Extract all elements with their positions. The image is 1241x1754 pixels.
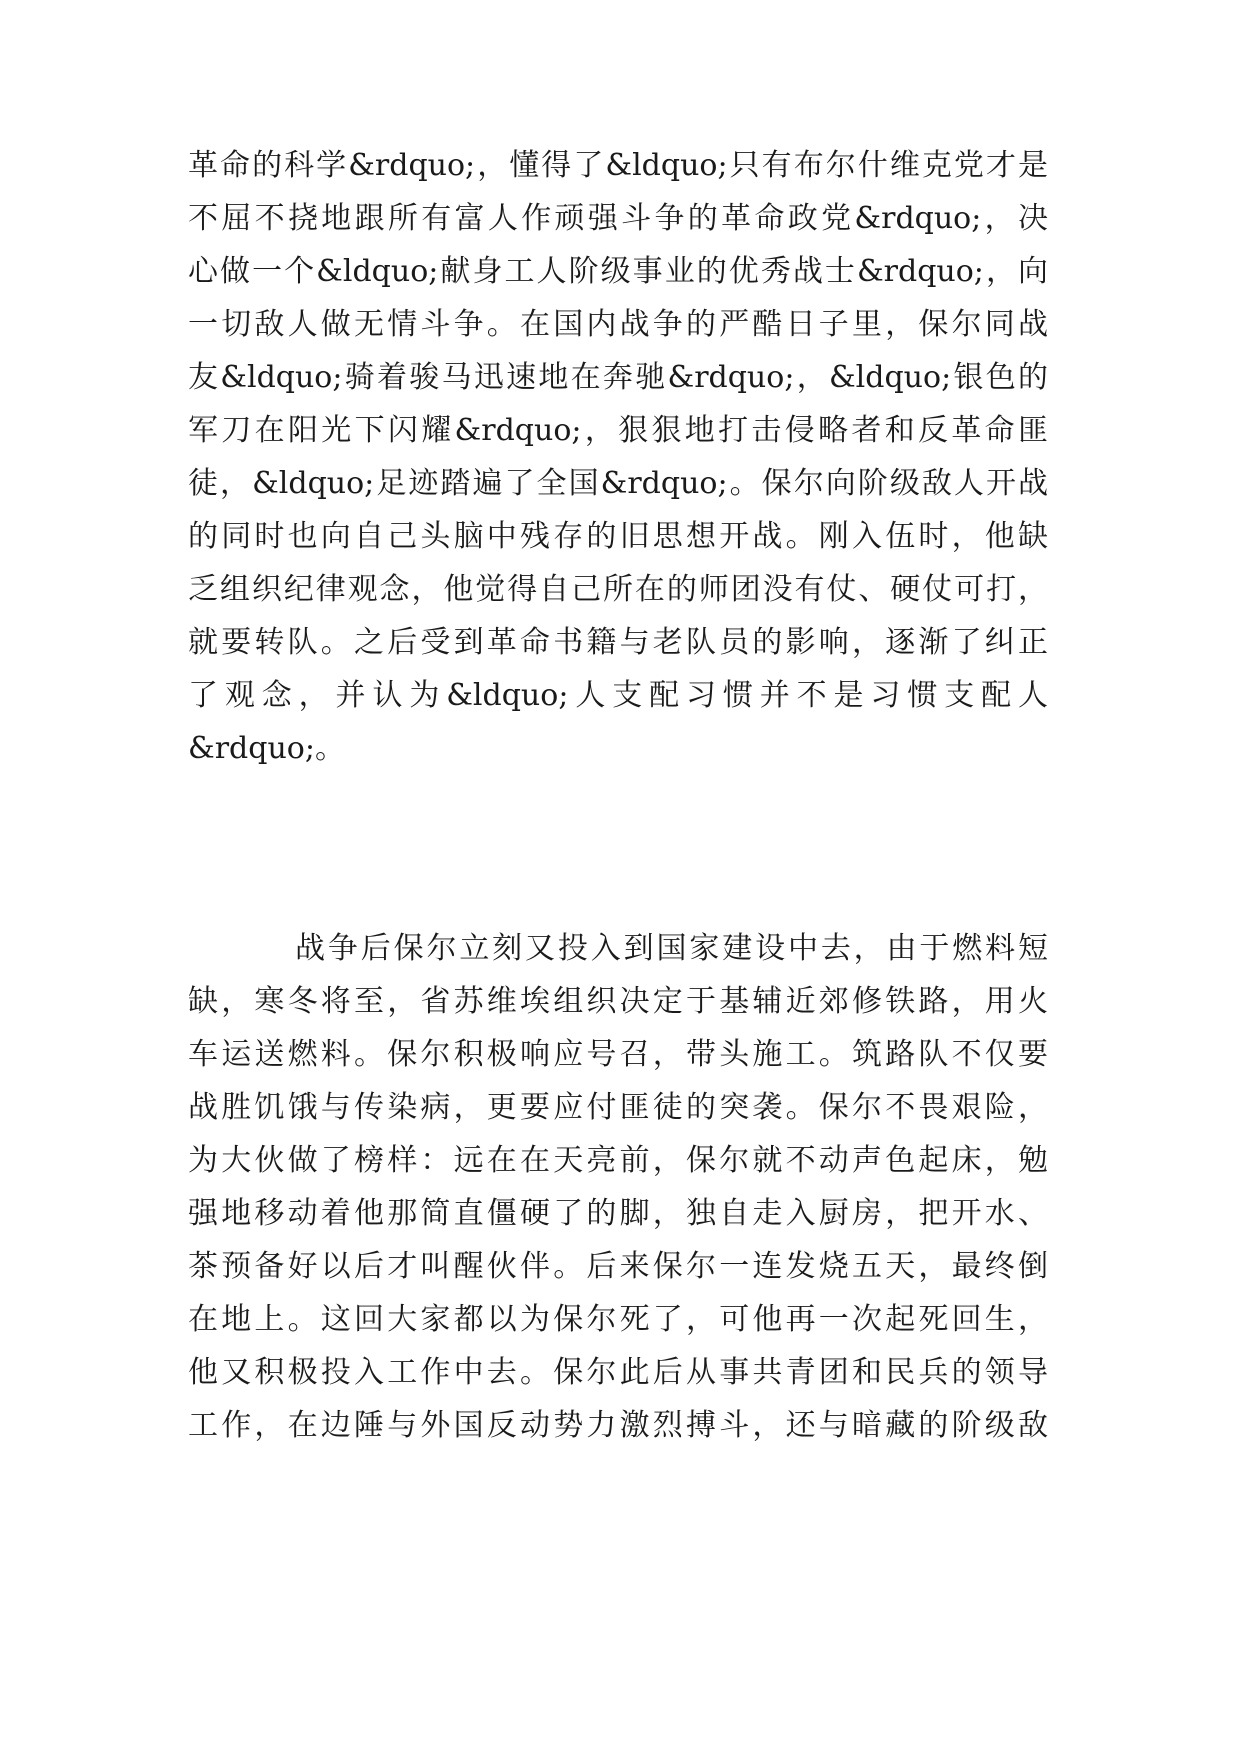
text-line: 缺，寒冬将至，省苏维埃组织决定于基辅近郊修铁路，用火 bbox=[188, 984, 1048, 1019]
text-line: 为大伙做了榜样：远在在天亮前，保尔就不动声色起床，勉 bbox=[188, 1143, 1048, 1178]
text-line: 战争后保尔立刻又投入到国家建设中去，由于燃料短 bbox=[295, 931, 1048, 966]
text-line: 强地移动着他那简直僵硬了的脚，独自走入厨房，把开水、 bbox=[188, 1196, 1048, 1231]
text-line: 的同时也向自己头脑中残存的旧思想开战。刚入伍时，他缺 bbox=[188, 519, 1048, 554]
text-line: 工作，在边陲与外国反动势力激烈搏斗，还与暗藏的阶级敌 bbox=[188, 1408, 1048, 1443]
text-line: 战胜饥饿与传染病，更要应付匪徒的突袭。保尔不畏艰险， bbox=[188, 1090, 1048, 1125]
text-line: 了观念，并认为&ldquo;人支配习惯并不是习惯支配人 bbox=[188, 678, 1048, 713]
text-line: 车运送燃料。保尔积极响应号召，带头施工。筑路队不仅要 bbox=[188, 1037, 1048, 1072]
text-line: 一切敌人做无情斗争。在国内战争的严酷日子里，保尔同战 bbox=[188, 307, 1048, 342]
text-line: 他又积极投入工作中去。保尔此后从事共青团和民兵的领导 bbox=[188, 1355, 1048, 1390]
text-line: 不屈不挠地跟所有富人作顽强斗争的革命政党&rdquo;，决 bbox=[188, 201, 1048, 236]
text-line: &rdquo;。 bbox=[188, 731, 345, 766]
text-line: 心做一个&ldquo;献身工人阶级事业的优秀战士&rdquo;，向 bbox=[188, 254, 1048, 289]
text-line: 茶预备好以后才叫醒伙伴。后来保尔一连发烧五天，最终倒 bbox=[188, 1249, 1048, 1284]
text-line: 就要转队。之后受到革命书籍与老队员的影响，逐渐了纠正 bbox=[188, 625, 1048, 660]
text-line: 革命的科学&rdquo;，懂得了&ldquo;只有布尔什维克党才是 bbox=[188, 148, 1048, 183]
text-line: 军刀在阳光下闪耀&rdquo;，狠狠地打击侵略者和反革命匪 bbox=[188, 413, 1048, 448]
text-line: 乏组织纪律观念，他觉得自己所在的师团没有仗、硬仗可打， bbox=[188, 572, 1048, 607]
text-line: 在地上。这回大家都以为保尔死了，可他再一次起死回生， bbox=[188, 1302, 1048, 1337]
text-line: 友&ldquo;骑着骏马迅速地在奔驰&rdquo;，&ldquo;银色的 bbox=[188, 360, 1048, 395]
text-line: 徒，&ldquo;足迹踏遍了全国&rdquo;。保尔向阶级敌人开战 bbox=[188, 466, 1048, 501]
